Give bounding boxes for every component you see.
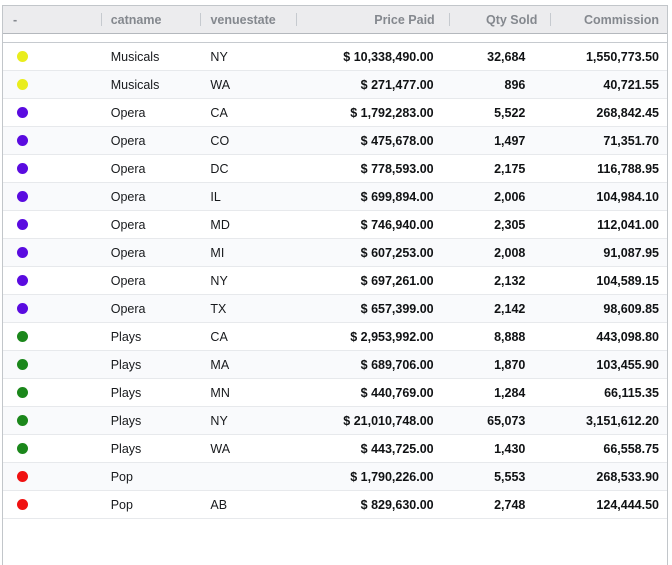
- category-dot-icon: [17, 275, 28, 286]
- header-gap-row: [3, 34, 667, 43]
- commission-cell[interactable]: 66,558.75: [603, 441, 659, 456]
- category-dot-icon: [17, 443, 28, 454]
- commission-cell[interactable]: 104,984.10: [596, 189, 659, 204]
- price-paid-cell[interactable]: $ 778,593.00: [360, 161, 434, 176]
- venuestate-cell[interactable]: IL: [210, 189, 221, 204]
- catname-cell[interactable]: Opera: [110, 217, 146, 232]
- dot-cell[interactable]: [3, 407, 101, 434]
- dot-cell[interactable]: [3, 267, 101, 294]
- venuestate-cell[interactable]: CA: [210, 105, 228, 120]
- commission-cell[interactable]: 1,550,773.50: [585, 49, 659, 64]
- catname-cell[interactable]: Plays: [110, 441, 142, 456]
- venuestate-cell[interactable]: MN: [210, 385, 230, 400]
- table-header-row: [3, 6, 667, 34]
- catname-cell[interactable]: Plays: [110, 385, 142, 400]
- qty-sold-cell[interactable]: 2,748: [494, 497, 526, 512]
- qty-sold-cell[interactable]: 2,006: [494, 189, 526, 204]
- category-dot-icon: [17, 303, 28, 314]
- category-dot-icon: [17, 359, 28, 370]
- qty-sold-cell[interactable]: 5,553: [494, 469, 526, 484]
- category-dot-icon: [17, 471, 28, 482]
- dot-cell[interactable]: [3, 435, 101, 462]
- qty-sold-cell[interactable]: 896: [504, 77, 526, 92]
- catname-cell[interactable]: Opera: [110, 105, 146, 120]
- catname-cell[interactable]: Opera: [110, 273, 146, 288]
- table-row[interactable]: [3, 407, 667, 435]
- price-paid-cell[interactable]: $ 697,261.00: [360, 273, 434, 288]
- catname-cell[interactable]: Opera: [110, 189, 146, 204]
- table-row[interactable]: [3, 239, 667, 267]
- venuestate-cell[interactable]: MI: [210, 245, 225, 260]
- category-dot-icon: [17, 387, 28, 398]
- table-row[interactable]: [3, 323, 667, 351]
- venuestate-cell[interactable]: NY: [210, 273, 228, 288]
- catname-cell[interactable]: Plays: [110, 357, 142, 372]
- dot-cell[interactable]: [3, 155, 101, 182]
- dot-cell[interactable]: [3, 491, 101, 518]
- dot-cell[interactable]: [3, 71, 101, 98]
- venuestate-cell[interactable]: MA: [210, 357, 230, 372]
- price-paid-cell[interactable]: $ 2,953,992.00: [350, 329, 434, 344]
- price-paid-cell[interactable]: $ 271,477.00: [360, 77, 434, 92]
- category-dot-icon: [17, 51, 28, 62]
- category-dot-icon: [17, 499, 28, 510]
- table-row[interactable]: [3, 155, 667, 183]
- venuestate-cell[interactable]: AB: [210, 497, 228, 512]
- qty-sold-cell[interactable]: 2,142: [494, 301, 526, 316]
- commission-cell[interactable]: 112,041.00: [597, 217, 659, 232]
- price-paid-cell[interactable]: $ 440,769.00: [360, 385, 434, 400]
- venuestate-cell[interactable]: [200, 463, 296, 490]
- venuestate-cell[interactable]: TX: [210, 301, 227, 316]
- dot-cell[interactable]: [3, 211, 101, 238]
- price-paid-cell[interactable]: $ 699,894.00: [360, 189, 434, 204]
- table-row[interactable]: [3, 295, 667, 323]
- table-row[interactable]: [3, 491, 667, 519]
- commission-cell[interactable]: 104,589.15: [596, 273, 659, 288]
- venuestate-cell[interactable]: NY: [210, 49, 228, 64]
- commission-cell[interactable]: 268,533.90: [596, 469, 659, 484]
- column-header-catname[interactable]: catname: [101, 6, 201, 33]
- dot-cell[interactable]: [3, 323, 101, 350]
- price-paid-cell[interactable]: $ 657,399.00: [360, 301, 434, 316]
- price-paid-cell[interactable]: $ 10,338,490.00: [343, 49, 434, 64]
- table-row[interactable]: [3, 183, 667, 211]
- table-row[interactable]: [3, 463, 667, 491]
- table-row[interactable]: [3, 99, 667, 127]
- venuestate-cell[interactable]: CA: [210, 329, 228, 344]
- table-row[interactable]: [3, 351, 667, 379]
- table-row[interactable]: [3, 71, 667, 99]
- venuestate-cell[interactable]: WA: [210, 77, 231, 92]
- dot-cell[interactable]: [3, 43, 101, 70]
- commission-cell[interactable]: 66,115.35: [604, 385, 659, 400]
- venuestate-cell[interactable]: DC: [210, 161, 229, 176]
- commission-cell[interactable]: 3,151,612.20: [585, 413, 659, 428]
- category-dot-icon: [17, 331, 28, 342]
- commission-cell[interactable]: 91,087.95: [603, 245, 659, 260]
- dot-cell[interactable]: [3, 351, 101, 378]
- qty-sold-cell[interactable]: 1,497: [494, 133, 526, 148]
- venuestate-cell[interactable]: CO: [210, 133, 230, 148]
- table-row[interactable]: [3, 127, 667, 155]
- column-header-venuestate[interactable]: venuestate: [200, 6, 296, 33]
- commission-cell[interactable]: 124,444.50: [596, 497, 659, 512]
- qty-sold-cell[interactable]: 2,175: [494, 161, 526, 176]
- catname-cell[interactable]: Pop: [110, 469, 133, 484]
- venuestate-cell[interactable]: NY: [210, 413, 228, 428]
- category-dot-icon: [17, 415, 28, 426]
- table-row[interactable]: [3, 43, 667, 71]
- column-header-qty-sold[interactable]: Qty Sold: [449, 6, 551, 33]
- table-row[interactable]: [3, 211, 667, 239]
- category-dot-icon: [17, 107, 28, 118]
- price-paid-cell[interactable]: $ 1,792,283.00: [350, 105, 434, 120]
- commission-cell[interactable]: 443,098.80: [596, 329, 659, 344]
- commission-cell[interactable]: 98,609.85: [603, 301, 659, 316]
- commission-cell[interactable]: 40,721.55: [603, 77, 659, 92]
- price-paid-cell[interactable]: $ 443,725.00: [360, 441, 434, 456]
- category-dot-icon: [17, 79, 28, 90]
- qty-sold-cell[interactable]: 2,305: [494, 217, 526, 232]
- price-paid-cell[interactable]: $ 829,630.00: [360, 497, 434, 512]
- column-header-price-paid[interactable]: Price Paid: [296, 6, 449, 33]
- qty-sold-cell[interactable]: 2,008: [494, 245, 526, 260]
- commission-cell[interactable]: 116,788.95: [597, 161, 659, 176]
- qty-sold-cell[interactable]: 2,132: [494, 273, 526, 288]
- dot-cell[interactable]: [3, 99, 101, 126]
- qty-sold-cell[interactable]: 65,073: [487, 413, 526, 428]
- venuestate-cell[interactable]: WA: [210, 441, 231, 456]
- table-body: [3, 43, 667, 519]
- qty-sold-cell[interactable]: 8,888: [494, 329, 526, 344]
- dot-cell[interactable]: [3, 295, 101, 322]
- commission-cell[interactable]: 71,351.70: [603, 133, 659, 148]
- category-dot-icon: [17, 219, 28, 230]
- dot-cell[interactable]: [3, 127, 101, 154]
- qty-sold-cell[interactable]: 1,430: [494, 441, 526, 456]
- commission-cell[interactable]: 103,455.90: [596, 357, 659, 372]
- category-dot-icon: [17, 163, 28, 174]
- venuestate-cell[interactable]: MD: [210, 217, 230, 232]
- category-dot-icon: [17, 191, 28, 202]
- qty-sold-cell[interactable]: 32,684: [487, 49, 526, 64]
- catname-cell[interactable]: Plays: [110, 329, 142, 344]
- catname-cell[interactable]: Musicals: [110, 77, 160, 92]
- catname-cell[interactable]: Plays: [110, 413, 142, 428]
- price-paid-cell[interactable]: $ 21,010,748.00: [343, 413, 434, 428]
- category-dot-icon: [17, 135, 28, 146]
- commission-cell[interactable]: 268,842.45: [596, 105, 659, 120]
- dot-cell[interactable]: [3, 183, 101, 210]
- price-paid-cell[interactable]: $ 689,706.00: [360, 357, 434, 372]
- catname-cell[interactable]: Opera: [110, 161, 146, 176]
- price-paid-cell[interactable]: $ 1,790,226.00: [350, 469, 434, 484]
- catname-cell[interactable]: Musicals: [110, 49, 160, 64]
- results-table: [2, 5, 668, 565]
- catname-cell[interactable]: Opera: [110, 133, 146, 148]
- qty-sold-cell[interactable]: 5,522: [494, 105, 526, 120]
- table-row[interactable]: [3, 379, 667, 407]
- price-paid-cell[interactable]: $ 746,940.00: [360, 217, 434, 232]
- qty-sold-cell[interactable]: 1,284: [494, 385, 526, 400]
- catname-cell[interactable]: Pop: [110, 497, 133, 512]
- catname-cell[interactable]: Opera: [110, 301, 146, 316]
- dot-cell[interactable]: [3, 463, 101, 490]
- table-row[interactable]: [3, 435, 667, 463]
- dot-cell[interactable]: [3, 239, 101, 266]
- price-paid-cell[interactable]: $ 607,253.00: [360, 245, 434, 260]
- qty-sold-cell[interactable]: 1,870: [494, 357, 526, 372]
- column-header-dot[interactable]: -: [13, 12, 18, 27]
- price-paid-cell[interactable]: $ 475,678.00: [360, 133, 434, 148]
- catname-cell[interactable]: Opera: [110, 245, 146, 260]
- category-dot-icon: [17, 247, 28, 258]
- table-row[interactable]: [3, 267, 667, 295]
- dot-cell[interactable]: [3, 379, 101, 406]
- column-header-commission[interactable]: Commission: [550, 6, 667, 33]
